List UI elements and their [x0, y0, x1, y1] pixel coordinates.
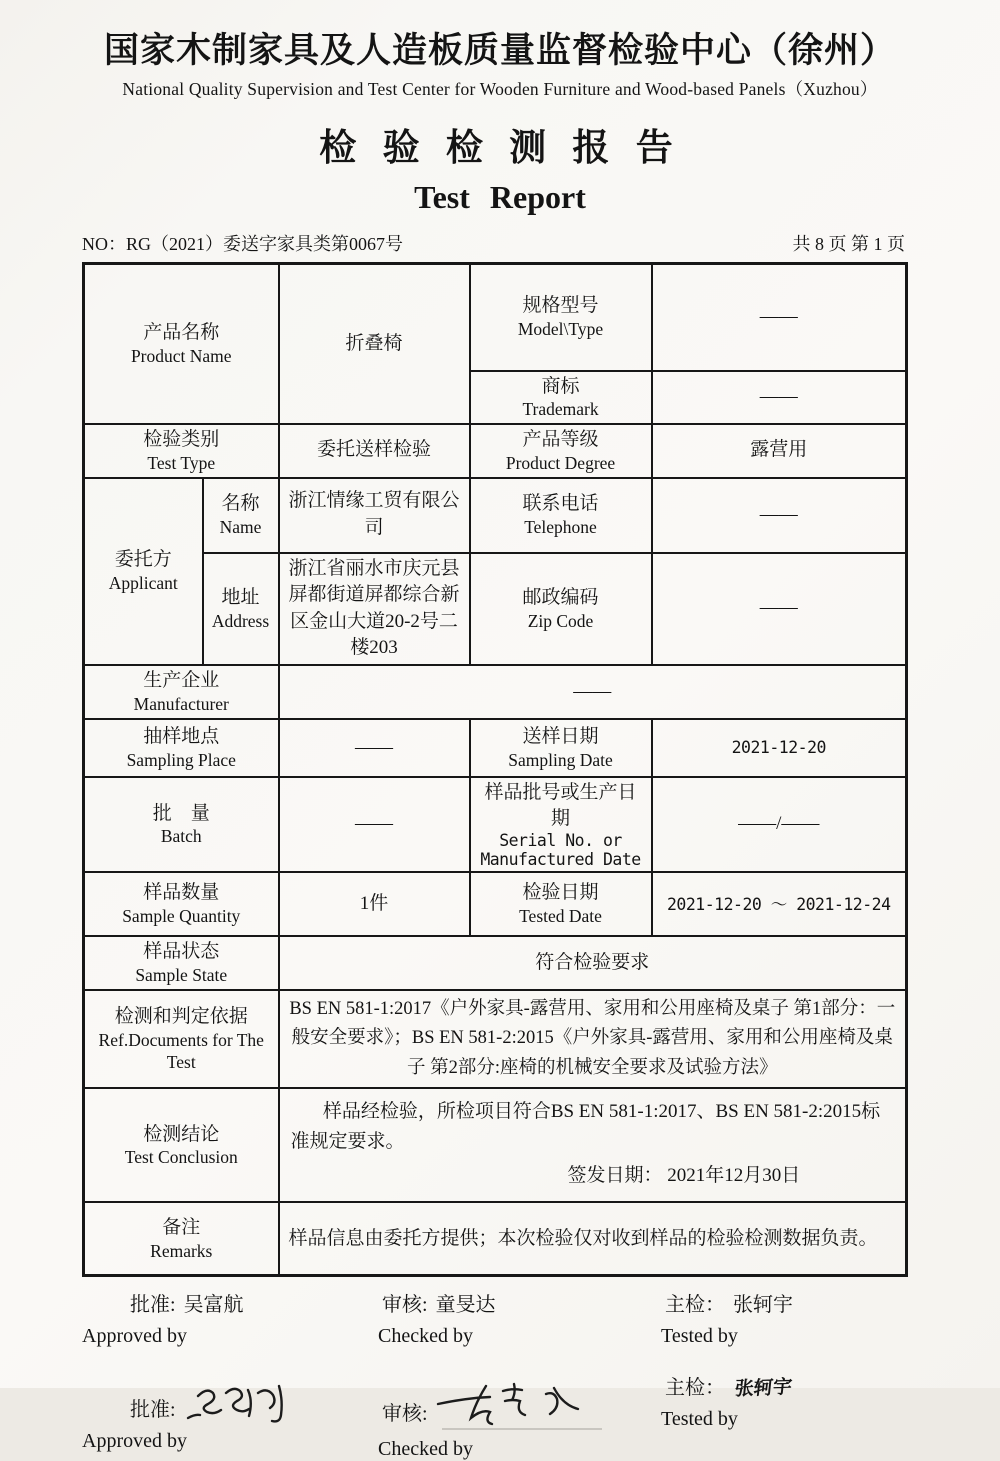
sampling-place-label: [84, 719, 279, 777]
telephone-label: [470, 478, 652, 553]
serial-label: [470, 777, 652, 872]
issue-date: 签发日期： 2021年12月30日: [567, 1165, 801, 1187]
applicant-name-label-en: Name: [219, 516, 262, 537]
batch-value: ——: [279, 777, 470, 872]
tested-date-label: [470, 872, 652, 936]
remarks-label-cn: 备注: [162, 1216, 201, 1238]
signoff-footer: [82, 1287, 912, 1461]
sample-quantity-value: 1件: [279, 872, 470, 936]
telephone-label-en: Telephone: [524, 516, 597, 537]
serial-value: ——/——: [652, 777, 907, 872]
tested-date-value: 2021-12-20 ～ 2021-12-24: [652, 872, 907, 936]
checked-label-en: Checked by: [378, 1324, 473, 1347]
tested-signature-text: 张轲宇: [733, 1376, 794, 1400]
product-degree-label: [470, 424, 652, 478]
tested-label: 主检：: [665, 1293, 725, 1316]
zip-code-label-en: Zip Code: [527, 610, 594, 631]
conclusion-value: [279, 1088, 907, 1202]
checked-label-2: 审核:: [382, 1402, 428, 1425]
test-type-label: [84, 424, 279, 478]
report-number: NO：RG（2021）委送字家具类第0067号: [82, 234, 404, 254]
checked-label-en-2: Checked by: [378, 1437, 473, 1460]
trademark-label-en: Trademark: [522, 399, 599, 420]
applicant-label: [84, 478, 203, 665]
model-type-label-cn: 规格型号: [522, 295, 599, 317]
checked-signature-icon: [434, 1378, 584, 1434]
product-name-value: 折叠椅: [279, 264, 470, 425]
manufacturer-label-en: Manufacturer: [133, 693, 229, 714]
conclusion-label-cn: 检测结论: [143, 1123, 220, 1145]
tested-name: 张轲宇: [733, 1293, 793, 1316]
zip-code-value: ——: [652, 553, 907, 665]
test-type-label-cn: 检验类别: [143, 429, 220, 451]
ref-documents-label-cn: 检测和判定依据: [114, 1006, 248, 1028]
tested-signature-block: [661, 1370, 911, 1461]
checked-block: [378, 1287, 661, 1348]
approved-signature-icon: [182, 1378, 308, 1430]
sample-state-label-en: Sample State: [135, 964, 228, 985]
conclusion-text: 样品经检验，所检项目符合BS EN 581-1:2017、BS EN 581-2:2015标准规定要求。: [290, 1101, 881, 1152]
center-name-en: National Quality Supervision and Test Center for Wooden Furniture and Wood-based Panels（Xuzhou）: [122, 79, 878, 99]
product-degree-label-cn: 产品等级: [522, 429, 599, 451]
product-degree-label-en: Product Degree: [505, 452, 616, 473]
address-label-cn: 地址: [221, 586, 260, 608]
sampling-date-value: 2021-12-20: [652, 719, 907, 777]
serial-label-en2: Manufactured Date: [480, 850, 641, 870]
approved-label-en: Approved by: [82, 1324, 187, 1347]
ref-documents-text: BS EN 581-1:2017《户外家具-露营用、家用和公用座椅及桌子 第1部分：一般安全要求》；BS EN 581-2:2015《户外家具-露营用、家用和公用座椅及桌子 第2部分:座椅的机械安全要求及试验方法》: [289, 998, 896, 1078]
sampling-place-label-en: Sampling Place: [126, 749, 236, 770]
telephone-value: ——: [652, 478, 907, 553]
page-indicator: 共 8 页 第 1 页: [792, 234, 905, 254]
product-name-label: [84, 264, 279, 425]
model-type-value: ——: [652, 264, 907, 371]
applicant-name-label: [203, 478, 279, 553]
trademark-label-cn: 商标: [541, 375, 580, 397]
approved-label-en-2: Approved by: [82, 1429, 187, 1452]
approved-name: 吴富航: [183, 1293, 244, 1316]
report-title-cn: 检 验 检 测 报 告: [319, 127, 681, 168]
trademark-label: [470, 371, 652, 425]
signatures-row: [82, 1370, 912, 1461]
serial-label-en1: Serial No. or: [499, 831, 622, 851]
approved-block: [82, 1287, 378, 1348]
batch-label-cn: 批 量: [152, 802, 210, 824]
tested-date-label-cn: 检验日期: [522, 882, 599, 904]
tested-label-2: 主检：: [665, 1376, 725, 1399]
product-name-label-cn: 产品名称: [143, 322, 220, 344]
sample-quantity-label: [84, 872, 279, 936]
sample-state-label: [84, 936, 279, 990]
sampling-date-label: [470, 719, 652, 777]
checked-name: 童旻达: [435, 1293, 496, 1316]
report-title-en: Test Report: [414, 179, 586, 215]
address-label-en: Address: [211, 610, 270, 631]
zip-code-label-cn: 邮政编码: [522, 586, 599, 608]
approved-label: 批准:: [130, 1293, 176, 1316]
applicant-name-label-cn: 名称: [221, 493, 260, 515]
conclusion-label-en: Test Conclusion: [124, 1147, 238, 1168]
ref-documents-label-en: Ref.Documents for The Test: [98, 1030, 264, 1072]
manufacturer-label-cn: 生产企业: [143, 670, 220, 692]
model-type-label-en: Model\Type: [517, 319, 604, 340]
product-degree-value: 露营用: [652, 424, 907, 478]
manufacturer-value: ——: [279, 665, 907, 719]
address-value: 浙江省丽水市庆元县屏都街道屏都综合新区金山大道20-2号二楼203: [279, 553, 470, 665]
sampling-date-label-en: Sampling Date: [508, 749, 613, 770]
applicant-label-en: Applicant: [108, 573, 178, 594]
tested-date-label-en: Tested Date: [519, 906, 602, 927]
ref-documents-label: [84, 990, 279, 1089]
trademark-value: ——: [652, 371, 907, 425]
printed-names-row: [82, 1287, 912, 1348]
batch-label-en: Batch: [160, 826, 202, 847]
address-label: [203, 553, 279, 665]
applicant-name-value: 浙江情缘工贸有限公司: [279, 478, 470, 553]
applicant-label-cn: 委托方: [114, 549, 172, 571]
product-name-label-en: Product Name: [130, 345, 232, 366]
remarks-label-en: Remarks: [150, 1240, 213, 1261]
checked-signature-block: [378, 1370, 661, 1461]
zip-code-label: [470, 553, 652, 665]
tested-block: [661, 1287, 911, 1348]
sample-quantity-label-cn: 样品数量: [143, 882, 220, 904]
tested-label-en: Tested by: [661, 1324, 738, 1347]
telephone-label-cn: 联系电话: [522, 493, 599, 515]
sample-quantity-label-en: Sample Quantity: [122, 906, 241, 927]
sample-state-value: 符合检验要求: [279, 936, 907, 990]
batch-label: [84, 777, 279, 872]
report-info-table: [82, 262, 908, 1277]
remarks-text: 样品信息由委托方提供；本次检验仅对收到样品的检验检测数据负责。: [288, 1228, 878, 1250]
approved-signature-block: [82, 1370, 378, 1461]
checked-label: 审核:: [382, 1293, 428, 1316]
sampling-place-value: ——: [279, 719, 470, 777]
sample-state-label-cn: 样品状态: [143, 941, 220, 963]
sampling-place-label-cn: 抽样地点: [143, 726, 220, 748]
approved-label-2: 批准:: [130, 1398, 176, 1421]
test-type-value: 委托送样检验: [279, 424, 470, 478]
remarks-label: [84, 1202, 279, 1275]
center-name-cn: 国家木制家具及人造板质量监督检验中心（徐州）: [103, 31, 896, 70]
manufacturer-label: [84, 665, 279, 719]
serial-label-cn: 样品批号或生产日期: [484, 781, 637, 829]
remarks-value: [279, 1202, 907, 1275]
test-type-label-en: Test Type: [147, 452, 216, 473]
model-type-label: [470, 264, 652, 371]
sampling-date-label-cn: 送样日期: [522, 726, 599, 748]
report-number-row: [82, 230, 905, 256]
tested-label-en-2: Tested by: [661, 1407, 738, 1430]
conclusion-label: [84, 1088, 279, 1202]
ref-documents-value: [279, 990, 907, 1089]
